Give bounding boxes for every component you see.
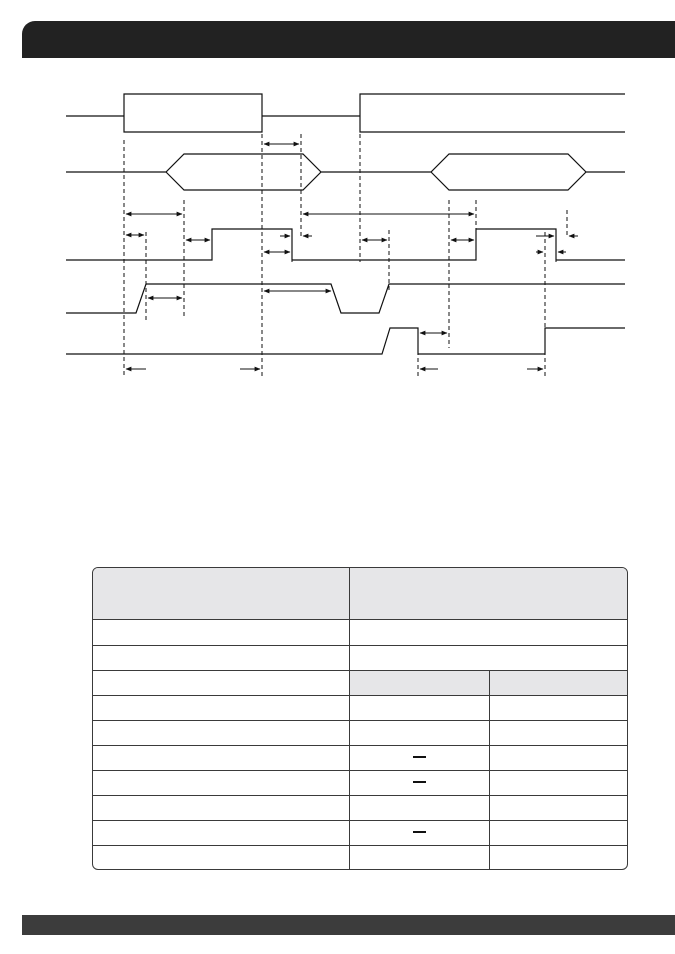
table-row-divider [93, 795, 627, 796]
table-row-divider [93, 845, 627, 846]
table-row-divider [93, 695, 627, 696]
table-dash-row-7 [413, 756, 426, 758]
table-row-divider [93, 820, 627, 821]
table-col-divider [489, 670, 490, 870]
signal-1-waveform [66, 94, 625, 132]
table-dash-row-8 [413, 781, 426, 783]
signal-5-waveform [66, 328, 625, 354]
table-dash-row-10 [413, 831, 426, 833]
table-row-divider [93, 770, 627, 771]
table-row-divider [93, 670, 627, 671]
table-header-right [350, 568, 628, 619]
table-row-divider [93, 745, 627, 746]
reference-lines [124, 134, 567, 378]
table-row-divider [93, 619, 627, 620]
table-header-left [93, 568, 349, 619]
bottom-bar [22, 915, 675, 935]
table-row-divider [93, 645, 627, 646]
timing-diagram [0, 0, 675, 420]
table-col-divider [349, 568, 350, 870]
table-subheader-max [490, 671, 628, 695]
signal-2-waveform [66, 154, 625, 190]
table-subheader-min [350, 671, 489, 695]
timing-arrows [126, 144, 578, 369]
signal-3-waveform [66, 229, 625, 260]
table-row-divider [93, 720, 627, 721]
timing-spec-table [92, 567, 628, 870]
